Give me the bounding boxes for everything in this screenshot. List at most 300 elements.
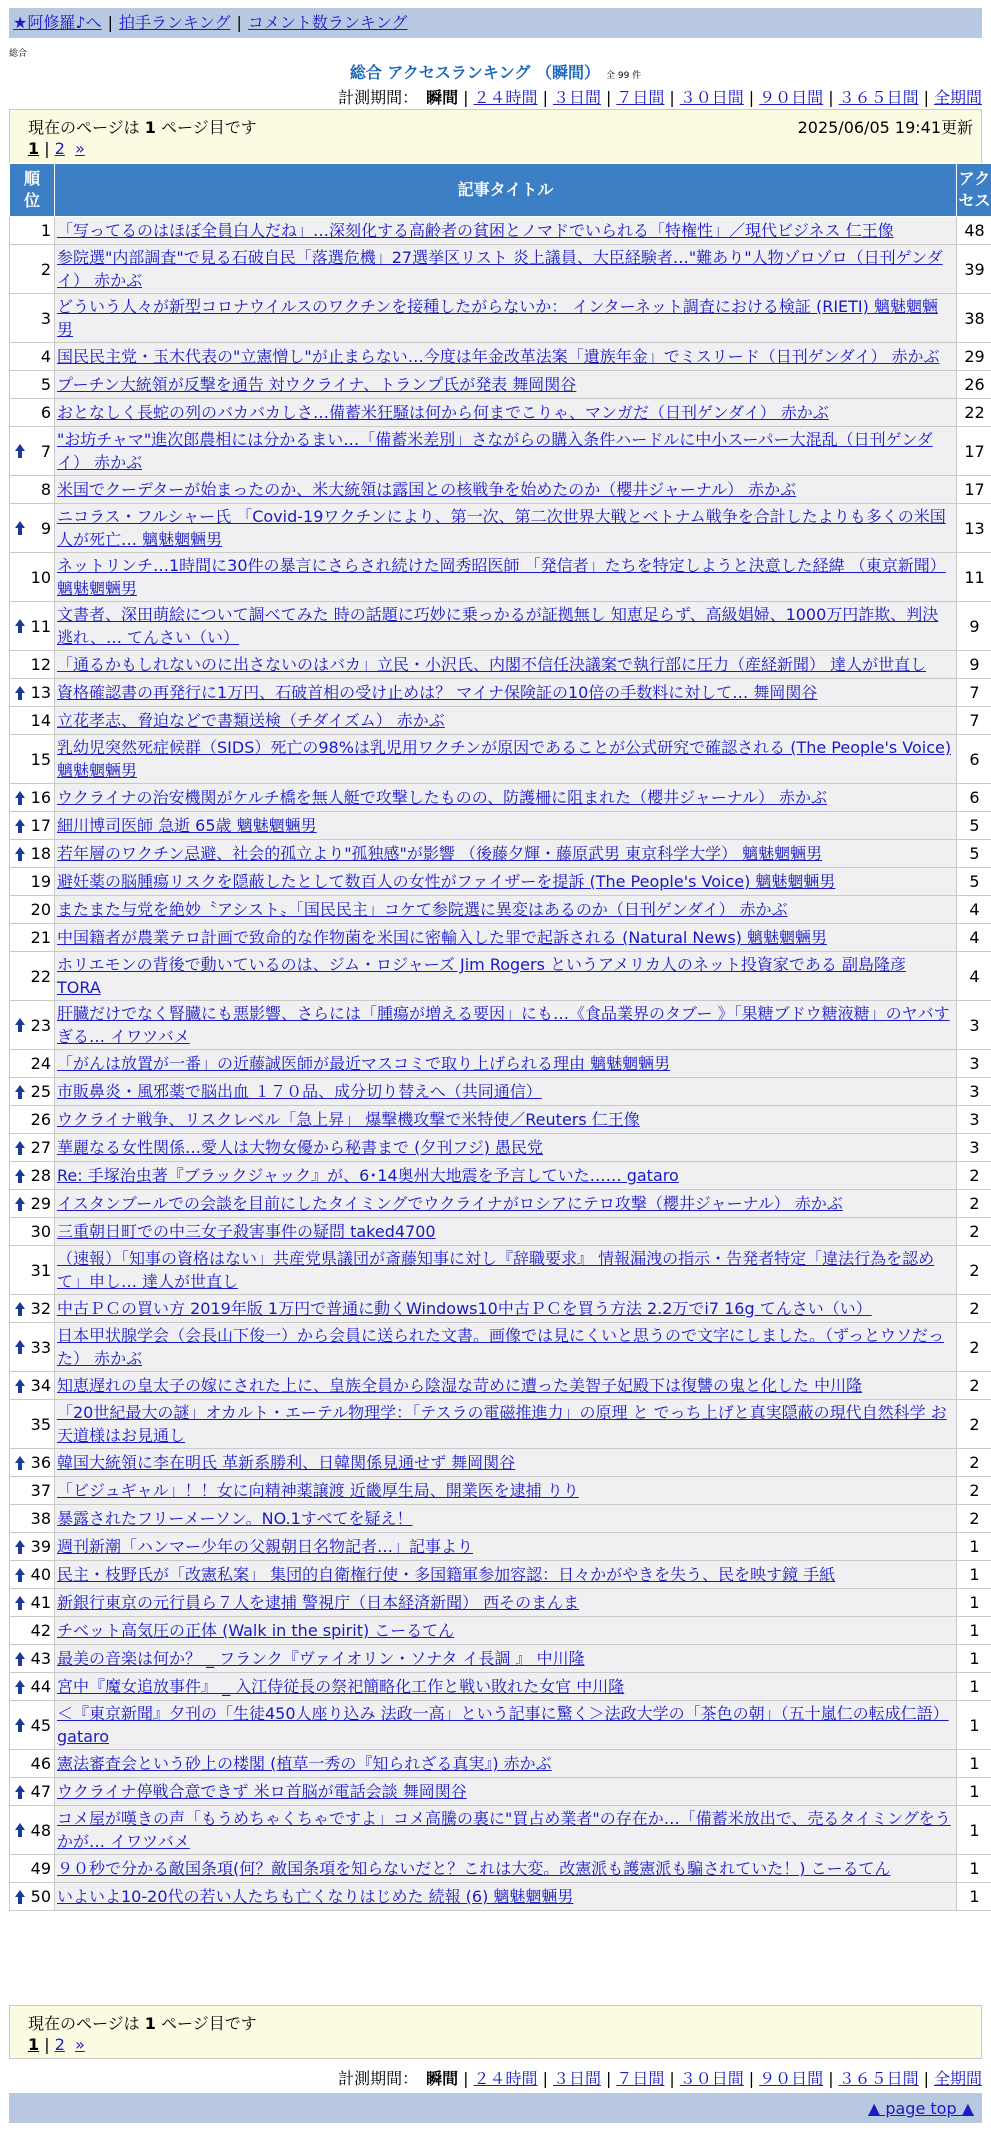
article-link[interactable]: 乳幼児突然死症候群（SIDS）死亡の98%は乳児用ワクチンが原因であることが公式研究で確認される (The People's Voice) 魑魅魍魎男: [57, 738, 952, 780]
access-count: 1: [957, 1883, 991, 1911]
bottom-bar: [9, 2093, 982, 2123]
title-cell: [55, 924, 957, 952]
rank-cell: [10, 553, 55, 602]
title-cell: [55, 868, 957, 896]
rank-cell: [10, 1701, 55, 1750]
rank-cell: [10, 840, 55, 868]
rank-number: 10: [30, 567, 51, 587]
rank-number: 28: [30, 1166, 51, 1185]
page-2-link[interactable]: 2: [54, 139, 65, 158]
table-row: [10, 1323, 991, 1372]
title-cell: [55, 343, 957, 371]
article-link[interactable]: ニコラス・フルシャー氏 「Covid-19ワクチンにより、第一次、第二次世界大戦とベトナム戦争を合計したよりも多くの米国人が死亡… 魑魅魍魎男: [57, 507, 946, 549]
divider: |: [605, 88, 612, 107]
table-row: [10, 924, 991, 952]
table-row: [10, 1806, 991, 1855]
page-info-top: [9, 109, 982, 164]
article-link[interactable]: 若年層のワクチン忌避、社会的孤立より"孤独感"が影響 （後藤夕輝・藤原武男 東京科学大学） 魑魅魍魎男: [57, 844, 823, 863]
period-selector-bottom: [338, 2066, 982, 2089]
article-link[interactable]: ホリエモンの背後で動いているのは、ジム・ロジャーズ Jim Rogers というアメリカ人のネット投資家である 副島隆彦 TORA: [57, 955, 906, 997]
page-title-text: 総合 アクセスランキング （瞬間）: [349, 63, 600, 82]
divider: |: [828, 2069, 834, 2088]
article-link[interactable]: ウクライナ停戦合意できず 米ロ首脳が電話会談 舞岡関谷: [57, 1782, 467, 1801]
table-row: [10, 1400, 991, 1449]
divider: |: [923, 88, 929, 107]
period-link-1[interactable]: ２４時間: [473, 88, 538, 107]
period-current: 瞬間: [426, 2069, 459, 2088]
table-row: [10, 1750, 991, 1778]
access-count: 6: [957, 784, 991, 812]
item-count: 全 99 件: [606, 71, 642, 81]
article-link[interactable]: （速報）「知事の資格はない」共産党県議団が斎藤知事に対し『辞職要求』 情報漏洩の指示・告発者特定「違法行為を認めて」申し… 達人が世直し: [57, 1249, 935, 1291]
table-row: [10, 1162, 991, 1190]
pagination-top: 1 | 2 »: [28, 139, 85, 158]
access-count: 3: [957, 1106, 991, 1134]
article-link[interactable]: チベット高気圧の正体 (Walk in the spirit) こーるてん: [57, 1621, 455, 1640]
rank-cell: [10, 679, 55, 707]
divider: |: [828, 88, 834, 107]
article-link[interactable]: 「20世紀最大の謎」オカルト・エーテル物理学：「テスラの電磁推進力」の原理 と でっち上げと真実隠蔽の現代自然科学 お天道様はお見通し: [57, 1403, 947, 1445]
title-cell: [55, 1134, 957, 1162]
title-cell: [55, 707, 957, 735]
article-link[interactable]: ウクライナの治安機関がケルチ橋を無人艇で攻撃したものの、防護柵に阻まれた（櫻井ジャーナル） 赤かぶ: [57, 788, 828, 807]
page-top-link[interactable]: ▲ page top ▲: [867, 2099, 974, 2118]
access-count: 3: [957, 1078, 991, 1106]
period-link-2[interactable]: ３日間: [552, 88, 601, 107]
page-2-link[interactable]: 2: [54, 2035, 65, 2054]
article-link[interactable]: おとなしく長蛇の列のバカバカしさ…備蓄米狂騒は何から何までこりゃ、マンガだ（日刊ゲンダイ） 赤かぶ: [57, 403, 829, 422]
rank-number: 8: [40, 480, 51, 499]
article-link[interactable]: 民主・枝野氏が「改憲私案」 集団的自衛権行使・多国籍軍参加容認：日々かがやきを失う、民を映す鏡 手紙: [57, 1565, 836, 1584]
table-row: [10, 1246, 991, 1295]
rank-number: 4: [40, 347, 51, 366]
article-link[interactable]: 「がんは放置が一番」の近藤誠医師が最近マスコミで取り上げられる理由 魑魅魍魎男: [57, 1054, 671, 1073]
title-cell: [55, 735, 957, 784]
article-link[interactable]: ＜『東京新聞』夕刊の「生徒450人座り込み 法政一高」という記事に驚く＞法政大学の「茶色の朝」（五十嵐仁の転成仁語） gataro: [57, 1704, 949, 1746]
title-cell: [55, 1617, 957, 1645]
table-row: [10, 896, 991, 924]
table-row: [10, 343, 991, 371]
rank-cell: [10, 1505, 55, 1533]
table-row: [10, 1477, 991, 1505]
rank-cell: [10, 217, 55, 245]
access-count: 2: [957, 1449, 991, 1477]
title-cell: [55, 840, 957, 868]
rank-cell: [10, 868, 55, 896]
article-link[interactable]: 暴露されたフリーメーソン。NO.1すべてを疑え！: [57, 1509, 413, 1528]
divider: |: [463, 2069, 469, 2088]
title-cell: [55, 1673, 957, 1701]
rank-cell: [10, 1372, 55, 1400]
table-row: [10, 840, 991, 868]
divider: |: [542, 2069, 548, 2088]
article-link[interactable]: 最美の音楽は何か？ _ フランク『ヴァイオリン・ソナタ イ長調 』 中川隆: [57, 1649, 585, 1668]
pagination-bottom: 1 | 2 »: [28, 2035, 85, 2054]
access-count: 17: [957, 427, 991, 476]
divider: |: [923, 2069, 929, 2088]
access-count: 3: [957, 1050, 991, 1078]
title-cell: [55, 504, 957, 553]
rank-cell: [10, 1190, 55, 1218]
article-link[interactable]: コメ屋が嘆きの声「もうめちゃくちゃですよ」コメ高騰の裏に"買占め業者"の存在か…「備蓄米放出で、売るタイミングをうかが… イワツバメ: [57, 1809, 951, 1851]
period-link-4[interactable]: ３０日間: [679, 88, 744, 107]
table-row: [10, 707, 991, 735]
rank-number: 21: [30, 928, 51, 947]
period-selector-top: [338, 85, 982, 108]
page-1-current: 1: [28, 2035, 40, 2054]
period-link-6[interactable]: ３６５日間: [838, 2069, 919, 2088]
top-nav-bar: [9, 8, 982, 38]
article-link[interactable]: "お坊チャマ"進次郎農相には分かるまい…「備蓄米差別」さながらの購入条件ハードルに中小スーパー大混乱（日刊ゲンダイ） 赤かぶ: [57, 430, 933, 472]
access-count: 3: [957, 1134, 991, 1162]
article-link[interactable]: 宮中『魔女追放事件』 _ 入江侍従長の祭祀簡略化工作と戦い敗れた女官 中川隆: [57, 1677, 625, 1696]
article-link[interactable]: イスタンブールでの会談を目前にしたタイミングでウクライナがロシアにテロ攻撃（櫻井ジャーナル） 赤かぶ: [57, 1194, 843, 1213]
rank-cell: [10, 1855, 55, 1883]
title-cell: [55, 1750, 957, 1778]
article-link[interactable]: 市販鼻炎・風邪薬で脳出血 １７０品、成分切り替えへ（共同通信）: [57, 1082, 542, 1101]
table-row: [10, 679, 991, 707]
period-link-6[interactable]: ３６５日間: [838, 88, 919, 107]
article-link[interactable]: ネットリンチ…1時間に30件の暴言にさらされ続けた岡秀昭医師 「発信者」たちを特定しようと決意した経緯 （東京新聞） 魑魅魍魎男: [57, 556, 946, 598]
article-link[interactable]: どういう人々が新型コロナウイルスのワクチンを接種したがらないか： インターネット調査における検証 (RIETI) 魑魅魍魎男: [57, 297, 938, 339]
rank-cell: [10, 602, 55, 651]
divider: |: [669, 2069, 675, 2088]
period-link-5[interactable]: ９０日間: [759, 88, 824, 107]
table-row: [10, 1645, 991, 1673]
rank-number: 13: [30, 683, 51, 702]
rank-number: 40: [30, 1565, 51, 1584]
article-link[interactable]: 細川博司医師 急逝 65歳 魑魅魍魎男: [57, 816, 317, 835]
rank-cell: [10, 1673, 55, 1701]
access-count: 1: [957, 1617, 991, 1645]
col-access-header: アクセス: [957, 164, 991, 217]
rank-number: 9: [40, 518, 51, 538]
title-cell: [55, 427, 957, 476]
article-link[interactable]: ９０秒で分かる敵国条項(何？敵国条項を知らないだと？これは大変。改憲派も護憲派も騙されていた！) こーるてん: [57, 1859, 891, 1878]
access-count: 5: [957, 868, 991, 896]
rank-number: 35: [30, 1414, 51, 1434]
applause-ranking-link[interactable]: 拍手ランキング: [118, 13, 231, 32]
access-count: 9: [957, 602, 991, 651]
title-cell: [55, 896, 957, 924]
rank-cell: [10, 812, 55, 840]
rank-cell: [10, 371, 55, 399]
access-count: 2: [957, 1162, 991, 1190]
article-link[interactable]: 肝臓だけでなく腎臓にも悪影響、さらには「腫瘍が増える要因」にも…《食品業界のタブー 》「果糖ブドウ糖液糖」のヤバすぎる… イワツバメ: [57, 1004, 950, 1046]
access-count: 1: [957, 1855, 991, 1883]
article-link[interactable]: 憲法審査会という砂上の楼閣 (植草一秀の『知られざる真実』) 赤かぶ: [57, 1754, 552, 1773]
rank-cell: [10, 1778, 55, 1806]
article-link[interactable]: 参院選"内部調査"で見る石破自民「落選危機」27選挙区リスト 炎上議員、大臣経験者…"難あり"人物ゾロゾロ（日刊ゲンダイ） 赤かぶ: [57, 248, 943, 290]
title-cell: [55, 294, 957, 343]
period-label: 計測期間：: [338, 2069, 419, 2088]
rank-cell: [10, 476, 55, 504]
title-cell: [55, 1162, 957, 1190]
ranking-rows: [10, 217, 991, 1911]
access-count: 2: [957, 1400, 991, 1449]
rank-cell: [10, 1750, 55, 1778]
period-link-4[interactable]: ３０日間: [679, 2069, 744, 2088]
access-count: 4: [957, 952, 991, 1001]
article-link[interactable]: 中国籍者が農業テロ計画で致命的な作物菌を米国に密輸入した罪で起訴される (Natural News) 魑魅魍魎男: [57, 928, 827, 947]
rank-number: 12: [30, 655, 51, 674]
access-count: 29: [957, 343, 991, 371]
access-count: 11: [957, 553, 991, 602]
rank-number: 16: [30, 788, 51, 807]
article-link[interactable]: 「ビジュギャル」！！女に向精神薬譲渡 近畿厚生局、開業医を逮捕 りり: [57, 1481, 579, 1500]
rank-number: 27: [30, 1138, 51, 1157]
access-count: 2: [957, 1323, 991, 1372]
article-link[interactable]: 国民民主党・玉木代表の"立憲憎し"が止まらない…今度は年金改革法案「遺族年金」でミスリード（日刊ゲンダイ） 赤かぶ: [57, 347, 940, 366]
rank-cell: [10, 1050, 55, 1078]
table-row: [10, 1589, 991, 1617]
rank-number: 22: [30, 966, 51, 986]
title-cell: [55, 1246, 957, 1295]
rank-number: 20: [30, 900, 51, 919]
period-link-2[interactable]: ３日間: [552, 2069, 601, 2088]
rank-cell: [10, 1617, 55, 1645]
table-row: [10, 1701, 991, 1750]
rank-number: 30: [30, 1222, 51, 1241]
title-cell: [55, 217, 957, 245]
period-label: 計測期間：: [338, 88, 419, 107]
period-link-3[interactable]: ７日間: [616, 88, 665, 107]
rank-cell: [10, 1134, 55, 1162]
article-link[interactable]: 資格確認書の再発行に1万円、石破首相の受け止めは？ マイナ保険証の10倍の手数料に対して… 舞岡関谷: [57, 683, 818, 702]
col-rank-header: 順位: [10, 164, 55, 217]
access-count: 1: [957, 1806, 991, 1855]
table-row: [10, 371, 991, 399]
title-cell: [55, 1372, 957, 1400]
article-link[interactable]: いよいよ10-20代の若い人たちも亡くなりはじめた 続報 (6) 魑魅魍魎男: [57, 1887, 574, 1906]
access-count: 1: [957, 1561, 991, 1589]
title-cell: [55, 1050, 957, 1078]
table-row: [10, 1134, 991, 1162]
article-link[interactable]: 華麗なる女性関係…愛人は大物女優から秘書まで (夕刊フジ) 愚民党: [57, 1138, 544, 1157]
rank-number: 44: [30, 1677, 51, 1696]
access-count: 1: [957, 1701, 991, 1750]
rank-cell: [10, 924, 55, 952]
rank-cell: [10, 735, 55, 784]
access-count: 1: [957, 1750, 991, 1778]
table-row: [10, 1883, 991, 1911]
rank-number: 5: [40, 375, 51, 394]
article-link[interactable]: 文書者、深田萌絵について調べてみた 時の話題に巧妙に乗っかるが証拠無し 知恵足らず、高級娼婦、1000万円詐欺、判決逃れ、… てんさい（い）: [57, 605, 939, 647]
access-count: 9: [957, 651, 991, 679]
article-link[interactable]: 「写ってるのはほぼ全員白人だね」…深刻化する高齢者の貧困とノマドでいられる「特権性」／現代ビジネス 仁王像: [57, 221, 894, 240]
title-cell: [55, 1400, 957, 1449]
table-row: [10, 1778, 991, 1806]
rank-cell: [10, 245, 55, 294]
title-cell: [55, 1645, 957, 1673]
title-cell: [55, 1505, 957, 1533]
access-count: 1: [957, 1778, 991, 1806]
rank-number: 6: [40, 403, 51, 422]
article-link[interactable]: 中古ＰＣの買い方 2019年版 1万円で普通に動くWindows10中古ＰＣを買う方法 2.2万でi7 16g てんさい（い）: [57, 1299, 872, 1318]
table-row: [10, 952, 991, 1001]
updated-timestamp: 2025/06/05 19:41更新: [797, 118, 973, 137]
rank-number: 48: [30, 1820, 51, 1840]
table-row: [10, 245, 991, 294]
article-link[interactable]: 避妊薬の脳腫瘍リスクを隠蔽したとして数百人の女性がファイザーを提訴 (The People's Voice) 魑魅魍魎男: [57, 872, 836, 891]
article-link[interactable]: 米国でクーデターが始まったのか、米大統領は露国との核戦争を始めたのか（櫻井ジャーナル） 赤かぶ: [57, 480, 797, 499]
table-row: [10, 1372, 991, 1400]
article-link[interactable]: またまた与党を絶妙〝アシスト〟「国民民主」コケて参院選に異変はあるのか（日刊ゲンダイ） 赤かぶ: [57, 900, 788, 919]
col-title-header: 記事タイトル: [55, 164, 957, 217]
title-cell: [55, 1078, 957, 1106]
table-row: [10, 1505, 991, 1533]
rank-cell: [10, 1295, 55, 1323]
article-link[interactable]: 日本甲状腺学会（会長山下俊一）から会員に送られた文書。画像では見にくいと思うので文字にしました。（ずっとウソだった） 赤かぶ: [57, 1326, 945, 1368]
rank-number: 45: [30, 1715, 51, 1735]
title-cell: [55, 1778, 957, 1806]
divider: |: [542, 88, 548, 107]
access-count: 7: [957, 679, 991, 707]
table-row: [10, 294, 991, 343]
rank-cell: [10, 1323, 55, 1372]
article-link[interactable]: 新銀行東京の元行員ら７人を逮捕 警視庁（日本経済新聞） 西そのまんま: [57, 1593, 580, 1612]
divider: |: [107, 13, 113, 32]
rank-number: 15: [30, 749, 51, 769]
period-link-1[interactable]: ２４時間: [473, 2069, 538, 2088]
table-row: [10, 735, 991, 784]
table-row: [10, 504, 991, 553]
title-cell: [55, 952, 957, 1001]
divider: |: [463, 88, 469, 107]
table-row: [10, 1078, 991, 1106]
access-count: 22: [957, 399, 991, 427]
access-count: 4: [957, 896, 991, 924]
article-link[interactable]: プーチン大統領が反撃を通告 対ウクライナ、トランプ氏が発表 舞岡関谷: [57, 375, 577, 394]
access-count: 2: [957, 1295, 991, 1323]
rank-cell: [10, 1883, 55, 1911]
article-link[interactable]: 三重朝日町での中三女子殺害事件の疑問 taked4700: [57, 1222, 436, 1241]
period-current: 瞬間: [426, 88, 459, 107]
rank-number: 42: [30, 1621, 51, 1640]
table-row: [10, 1218, 991, 1246]
home-link[interactable]: ★阿修羅♪へ: [13, 13, 102, 32]
page-info-bottom: [9, 2005, 982, 2059]
access-count: 39: [957, 245, 991, 294]
rank-number: 17: [30, 816, 51, 835]
divider: |: [605, 2069, 612, 2088]
table-row: [10, 1617, 991, 1645]
rank-number: 41: [30, 1593, 51, 1612]
rank-number: 50: [30, 1887, 51, 1906]
rank-number: 23: [30, 1015, 51, 1035]
rank-cell: [10, 707, 55, 735]
access-count: 38: [957, 294, 991, 343]
next-page-link[interactable]: »: [75, 2035, 85, 2054]
title-cell: [55, 476, 957, 504]
rank-number: 47: [30, 1782, 51, 1801]
title-cell: [55, 1218, 957, 1246]
rank-cell: [10, 896, 55, 924]
access-count: 48: [957, 217, 991, 245]
rank-cell: [10, 1589, 55, 1617]
title-cell: [55, 1106, 957, 1134]
rank-number: 26: [30, 1110, 51, 1129]
next-page-link[interactable]: »: [75, 139, 85, 158]
title-cell: [55, 1449, 957, 1477]
period-link-5[interactable]: ９０日間: [759, 2069, 824, 2088]
rank-cell: [10, 952, 55, 1001]
rank-cell: [10, 427, 55, 476]
access-count: 26: [957, 371, 991, 399]
rank-number: 25: [30, 1082, 51, 1101]
article-link[interactable]: 「通るかもしれないのに出さないのはバカ」立民・小沢氏、内閣不信任決議案で執行部に圧力（産経新聞） 達人が世直し: [57, 655, 927, 674]
title-cell: [55, 1806, 957, 1855]
table-row: [10, 784, 991, 812]
rank-number: 49: [30, 1859, 51, 1878]
title-cell: [55, 1561, 957, 1589]
title-cell: [55, 371, 957, 399]
article-link[interactable]: Re: 手塚治虫著『ブラックジャック』が、6･14奥州大地震を予言していた…… gataro: [57, 1166, 679, 1185]
title-cell: [55, 651, 957, 679]
article-link[interactable]: 週刊新潮「ハンマー少年の父親朝日名物記者…」記事より: [57, 1537, 474, 1556]
category-label: 総合: [9, 49, 28, 59]
rank-number: 43: [30, 1649, 51, 1668]
title-cell: [55, 399, 957, 427]
title-cell: [55, 1190, 957, 1218]
access-count: 17: [957, 476, 991, 504]
rank-number: 46: [30, 1754, 51, 1773]
access-count: 13: [957, 504, 991, 553]
title-cell: [55, 1533, 957, 1561]
table-row: [10, 1855, 991, 1883]
comment-ranking-link[interactable]: コメント数ランキング: [247, 13, 408, 32]
rank-number: 31: [30, 1260, 51, 1280]
access-count: 5: [957, 812, 991, 840]
title-cell: [55, 679, 957, 707]
rank-number: 37: [30, 1481, 51, 1500]
period-link-7[interactable]: 全期間: [933, 88, 982, 107]
article-link[interactable]: 韓国大統領に李在明氏 革新系勝利、日韓関係見通せず 舞岡関谷: [57, 1453, 516, 1472]
ranking-table: [9, 163, 991, 1911]
rank-number: 14: [30, 711, 51, 730]
rank-number: 1: [40, 221, 51, 240]
article-link[interactable]: 立花孝志、脅迫などで書類送検（チダイズム） 赤かぶ: [57, 711, 445, 730]
rank-cell: [10, 1561, 55, 1589]
article-link[interactable]: ウクライナ戦争、リスクレベル「急上昇」 爆撃機攻撃で米特使／Reuters 仁王像: [57, 1110, 640, 1129]
table-row: [10, 1533, 991, 1561]
rank-number: 19: [30, 872, 51, 891]
table-row: [10, 427, 991, 476]
rank-number: 32: [30, 1299, 51, 1318]
title-cell: [55, 1295, 957, 1323]
access-count: 2: [957, 1372, 991, 1400]
table-row: [10, 1561, 991, 1589]
rank-number: 39: [30, 1537, 51, 1556]
table-row: [10, 553, 991, 602]
access-count: 2: [957, 1190, 991, 1218]
rank-cell: [10, 1218, 55, 1246]
rank-cell: [10, 1449, 55, 1477]
title-cell: [55, 1883, 957, 1911]
period-link-3[interactable]: ７日間: [616, 2069, 665, 2088]
access-count: 3: [957, 1001, 991, 1050]
rank-cell: [10, 1162, 55, 1190]
period-link-7[interactable]: 全期間: [933, 2069, 982, 2088]
access-count: 1: [957, 1589, 991, 1617]
access-count: 1: [957, 1533, 991, 1561]
divider: |: [669, 88, 675, 107]
article-link[interactable]: 知恵遅れの皇太子の嫁にされた上に、皇族全員から陰湿な苛めに遭った美智子妃殿下は復讐の鬼と化した 中川隆: [57, 1376, 863, 1395]
rank-number: 7: [40, 441, 51, 461]
divider: |: [748, 2069, 755, 2088]
current-page-message: 現在のページは 1 ページ目です: [28, 2014, 257, 2033]
table-row: [10, 399, 991, 427]
